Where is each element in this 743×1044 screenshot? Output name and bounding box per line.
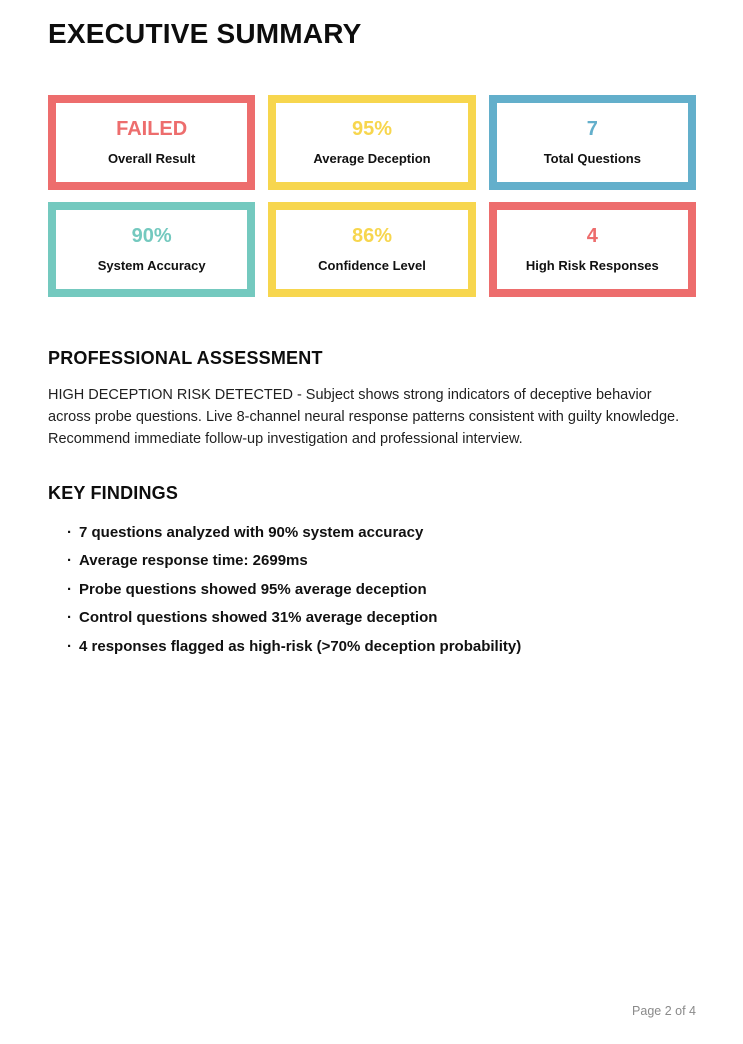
stat-card-overall-result — [48, 95, 255, 190]
stat-value: 7 — [586, 118, 598, 141]
finding-item — [67, 553, 696, 568]
finding-text: Probe questions showed 95% average deception — [79, 580, 427, 598]
key-findings-heading: KEY FINDINGS — [48, 482, 179, 503]
stat-value: FAILED — [116, 118, 188, 141]
stat-value: 90% — [131, 225, 172, 248]
finding-text: 7 questions analyzed with 90% system accuracy — [79, 523, 424, 541]
finding-item — [67, 610, 696, 625]
finding-text: 4 responses flagged as high-risk (>70% deception probability) — [79, 637, 522, 655]
stat-card-high-risk-responses — [489, 202, 696, 297]
page-number: Page 2 of 4 — [632, 1004, 696, 1018]
finding-item — [67, 582, 696, 597]
key-findings-section — [48, 483, 696, 654]
finding-item — [67, 639, 696, 654]
stat-value: 86% — [351, 225, 392, 248]
finding-text: Average response time: 2699ms — [79, 552, 308, 570]
stat-label: Average Deception — [313, 151, 431, 167]
stat-card-system-accuracy — [48, 202, 255, 297]
bullet-icon: · — [67, 580, 72, 598]
stat-card-total-questions — [489, 95, 696, 190]
stat-label: Total Questions — [543, 151, 641, 167]
stat-card-confidence-level — [268, 202, 475, 297]
bullet-icon: · — [67, 609, 72, 627]
stat-card-average-deception — [268, 95, 475, 190]
stat-label: Confidence Level — [318, 258, 426, 274]
stat-value: 95% — [351, 118, 392, 141]
bullet-icon: · — [67, 523, 72, 541]
stat-card-grid — [48, 95, 696, 297]
key-findings-list — [48, 525, 696, 654]
finding-item — [67, 525, 696, 540]
page-title: EXECUTIVE SUMMARY — [48, 18, 362, 49]
stat-value: 4 — [586, 225, 598, 248]
finding-text: Control questions showed 31% average deception — [79, 609, 438, 627]
stat-label: Overall Result — [107, 151, 196, 167]
assessment-body-text: HIGH DECEPTION RISK DETECTED - Subject shows strong indicators of deceptive behavior across probe questions. Live 8-channel neural response patterns consistent with guilty knowledge. Recommend immediate follow-up investigation and professional interview. — [48, 386, 680, 447]
bullet-icon: · — [67, 552, 72, 570]
assessment-heading: PROFESSIONAL ASSESSMENT — [48, 347, 323, 368]
bullet-icon: · — [67, 637, 72, 655]
stat-label: High Risk Responses — [525, 258, 659, 274]
professional-assessment-section — [48, 348, 696, 450]
stat-label: System Accuracy — [97, 258, 206, 274]
